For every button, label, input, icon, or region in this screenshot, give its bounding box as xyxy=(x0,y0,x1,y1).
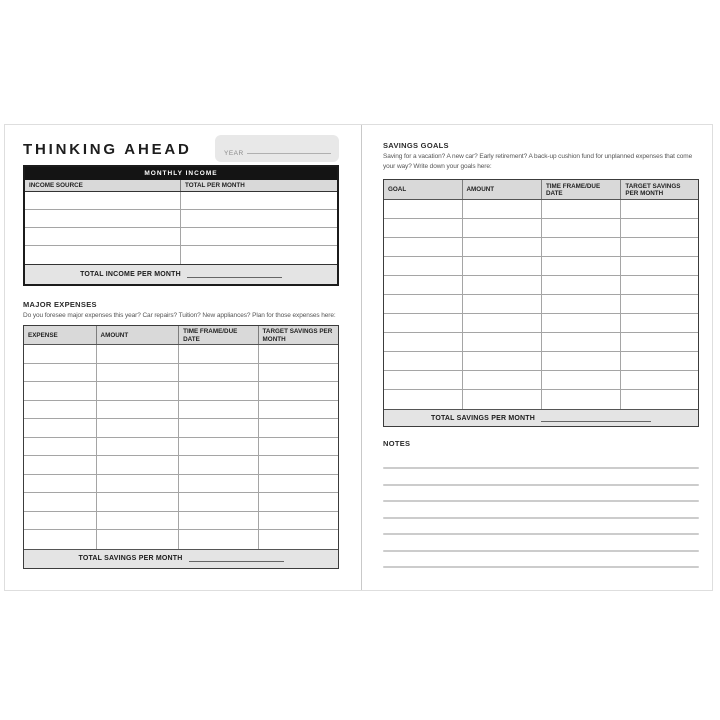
table-row[interactable] xyxy=(384,352,698,371)
table-cell[interactable] xyxy=(179,456,258,474)
monthly-income-banner: MONTHLY INCOME xyxy=(25,167,337,180)
table-row[interactable] xyxy=(25,210,337,228)
table-cell[interactable] xyxy=(621,352,698,370)
table-cell[interactable] xyxy=(542,295,621,313)
table-cell[interactable] xyxy=(621,238,698,256)
table-row[interactable] xyxy=(24,530,338,549)
goals-col-target: TARGET SAVINGS PER MONTH xyxy=(625,182,681,197)
table-cell[interactable] xyxy=(97,493,180,511)
table-cell[interactable] xyxy=(179,530,258,549)
table-row[interactable] xyxy=(384,200,698,219)
table-row[interactable] xyxy=(384,257,698,276)
table-cell[interactable] xyxy=(97,345,180,363)
goals-total-row xyxy=(384,409,698,426)
table-cell[interactable] xyxy=(542,390,621,409)
major-expenses-table xyxy=(23,325,339,569)
table-cell[interactable] xyxy=(259,512,338,530)
table-cell[interactable] xyxy=(621,390,698,409)
table-cell[interactable] xyxy=(384,219,463,237)
expenses-total-label: TOTAL SAVINGS PER MONTH xyxy=(78,555,183,562)
table-cell[interactable] xyxy=(384,200,463,218)
table-cell[interactable] xyxy=(97,475,180,493)
table-cell[interactable] xyxy=(179,419,258,437)
table-cell[interactable] xyxy=(97,401,180,419)
table-row[interactable] xyxy=(24,512,338,531)
table-cell[interactable] xyxy=(384,314,463,332)
table-cell[interactable] xyxy=(97,364,180,382)
planner-spread xyxy=(4,124,713,591)
table-cell[interactable] xyxy=(24,382,97,400)
table-cell[interactable] xyxy=(179,438,258,456)
table-cell[interactable] xyxy=(621,219,698,237)
expenses-col-expense: EXPENSE xyxy=(24,326,97,344)
table-cell[interactable] xyxy=(179,345,258,363)
income-total-row xyxy=(25,264,337,284)
table-row[interactable] xyxy=(24,401,338,420)
income-total-fill-line[interactable] xyxy=(187,277,282,278)
table-cell[interactable] xyxy=(463,295,542,313)
table-cell[interactable] xyxy=(621,200,698,218)
notes-ruled-line[interactable] xyxy=(383,467,699,469)
table-cell[interactable] xyxy=(259,345,338,363)
expenses-table-body xyxy=(24,345,338,549)
table-cell[interactable] xyxy=(463,200,542,218)
table-cell[interactable] xyxy=(97,530,180,549)
notes-ruled-line[interactable] xyxy=(383,500,699,502)
table-cell[interactable] xyxy=(25,210,181,227)
income-col-source: INCOME SOURCE xyxy=(25,180,181,191)
table-cell[interactable] xyxy=(463,314,542,332)
year-label: YEAR xyxy=(224,150,244,157)
table-cell[interactable] xyxy=(384,238,463,256)
goals-col-goal: GOAL xyxy=(384,180,463,199)
income-table-header xyxy=(25,180,337,192)
goals-total-fill-line[interactable] xyxy=(541,421,651,422)
table-cell[interactable] xyxy=(179,475,258,493)
major-expenses-subtitle: Do you foresee major expenses this year? Car repairs? Tuition? New appliances? Plan for those expenses here: xyxy=(23,312,336,319)
table-cell[interactable] xyxy=(179,382,258,400)
page-title: THINKING AHEAD xyxy=(23,141,192,158)
table-cell[interactable] xyxy=(384,352,463,370)
table-cell[interactable] xyxy=(542,352,621,370)
table-cell[interactable] xyxy=(259,419,338,437)
table-cell[interactable] xyxy=(463,333,542,351)
expenses-col-target: TARGET SAVINGS PER MONTH xyxy=(262,328,333,343)
table-row[interactable] xyxy=(25,192,337,210)
income-col-total: TOTAL PER MONTH xyxy=(185,182,245,190)
notes-heading: NOTES xyxy=(383,439,411,448)
table-cell[interactable] xyxy=(463,371,542,389)
table-cell[interactable] xyxy=(542,200,621,218)
table-cell[interactable] xyxy=(621,371,698,389)
table-row[interactable] xyxy=(384,295,698,314)
expenses-col-timeframe: TIME FRAME/DUE DATE xyxy=(179,326,258,344)
table-cell[interactable] xyxy=(179,493,258,511)
table-cell[interactable] xyxy=(621,333,698,351)
table-cell[interactable] xyxy=(24,530,97,549)
table-cell[interactable] xyxy=(97,382,180,400)
table-cell[interactable] xyxy=(259,364,338,382)
income-total-label: TOTAL INCOME PER MONTH xyxy=(80,271,181,278)
table-cell[interactable] xyxy=(24,401,97,419)
table-cell[interactable] xyxy=(179,512,258,530)
table-cell[interactable] xyxy=(542,314,621,332)
year-field[interactable] xyxy=(215,135,339,162)
goals-table-body xyxy=(384,200,698,409)
table-cell[interactable] xyxy=(24,364,97,382)
table-cell[interactable] xyxy=(384,295,463,313)
table-cell[interactable] xyxy=(24,493,97,511)
savings-goals-table xyxy=(383,179,699,427)
expenses-table-header xyxy=(24,326,338,345)
table-cell[interactable] xyxy=(259,382,338,400)
table-cell[interactable] xyxy=(384,276,463,294)
table-cell[interactable] xyxy=(259,530,338,549)
notes-ruled-line[interactable] xyxy=(383,566,699,568)
table-row[interactable] xyxy=(384,219,698,238)
table-cell[interactable] xyxy=(181,228,337,245)
table-cell[interactable] xyxy=(24,512,97,530)
savings-goals-heading: SAVINGS GOALS xyxy=(383,141,449,150)
major-expenses-heading: MAJOR EXPENSES xyxy=(23,300,97,309)
left-page xyxy=(23,125,339,590)
table-row[interactable] xyxy=(384,314,698,333)
table-cell[interactable] xyxy=(24,345,97,363)
table-cell[interactable] xyxy=(542,276,621,294)
table-cell[interactable] xyxy=(542,371,621,389)
expenses-total-row xyxy=(24,549,338,568)
table-cell[interactable] xyxy=(25,246,181,264)
notes-ruled-line[interactable] xyxy=(383,550,699,552)
goals-table-header xyxy=(384,180,698,200)
table-row[interactable] xyxy=(384,276,698,295)
table-cell[interactable] xyxy=(181,192,337,209)
table-cell[interactable] xyxy=(24,419,97,437)
table-cell[interactable] xyxy=(542,257,621,275)
table-cell[interactable] xyxy=(621,314,698,332)
notes-ruled-line[interactable] xyxy=(383,517,699,519)
table-cell[interactable] xyxy=(24,456,97,474)
table-cell[interactable] xyxy=(463,276,542,294)
table-cell[interactable] xyxy=(24,438,97,456)
table-cell[interactable] xyxy=(259,438,338,456)
table-cell[interactable] xyxy=(24,475,97,493)
income-table-body xyxy=(25,192,337,264)
table-cell[interactable] xyxy=(181,210,337,227)
notes-section xyxy=(383,461,699,568)
table-cell[interactable] xyxy=(97,512,180,530)
table-cell[interactable] xyxy=(181,246,337,264)
notes-ruled-line[interactable] xyxy=(383,533,699,535)
goals-total-label: TOTAL SAVINGS PER MONTH xyxy=(430,414,536,422)
table-row[interactable] xyxy=(24,345,338,364)
page-spine-divider xyxy=(361,125,362,590)
savings-goals-subtitle: Saving for a vacation? A new car? Early retirement? A back-up cushion fund for unplanned expenses that come your way? Write down your goals here: xyxy=(383,153,693,171)
expenses-col-amount: AMOUNT xyxy=(97,326,180,344)
year-fill-line[interactable] xyxy=(247,153,331,154)
table-cell[interactable] xyxy=(384,333,463,351)
table-row[interactable] xyxy=(24,364,338,383)
expenses-total-fill-line[interactable] xyxy=(189,561,284,562)
table-cell[interactable] xyxy=(621,257,698,275)
table-row[interactable] xyxy=(384,238,698,257)
goals-col-timeframe: TIME FRAME/DUE DATE xyxy=(542,180,621,199)
table-cell[interactable] xyxy=(259,493,338,511)
table-row[interactable] xyxy=(24,419,338,438)
table-row[interactable] xyxy=(384,371,698,390)
table-cell[interactable] xyxy=(621,295,698,313)
table-cell[interactable] xyxy=(97,456,180,474)
table-cell[interactable] xyxy=(384,390,463,409)
table-cell[interactable] xyxy=(259,475,338,493)
table-cell[interactable] xyxy=(25,192,181,209)
table-row[interactable] xyxy=(24,456,338,475)
table-cell[interactable] xyxy=(463,390,542,409)
monthly-income-table xyxy=(23,165,339,286)
notes-ruled-line[interactable] xyxy=(383,484,699,486)
table-row[interactable] xyxy=(24,493,338,512)
table-cell[interactable] xyxy=(259,456,338,474)
table-cell[interactable] xyxy=(384,371,463,389)
table-cell[interactable] xyxy=(179,401,258,419)
table-row[interactable] xyxy=(24,438,338,457)
table-cell[interactable] xyxy=(259,401,338,419)
table-cell[interactable] xyxy=(97,438,180,456)
table-cell[interactable] xyxy=(542,238,621,256)
table-cell[interactable] xyxy=(542,219,621,237)
table-cell[interactable] xyxy=(463,238,542,256)
table-cell[interactable] xyxy=(25,228,181,245)
table-row[interactable] xyxy=(25,246,337,264)
table-row[interactable] xyxy=(24,475,338,494)
goals-col-amount: AMOUNT xyxy=(463,180,542,199)
table-cell[interactable] xyxy=(463,352,542,370)
table-cell[interactable] xyxy=(384,257,463,275)
table-row[interactable] xyxy=(24,382,338,401)
table-cell[interactable] xyxy=(179,364,258,382)
table-cell[interactable] xyxy=(463,219,542,237)
table-cell[interactable] xyxy=(97,419,180,437)
table-cell[interactable] xyxy=(621,276,698,294)
right-page xyxy=(383,125,699,590)
table-row[interactable] xyxy=(384,333,698,352)
table-cell[interactable] xyxy=(542,333,621,351)
table-row[interactable] xyxy=(384,390,698,409)
table-row[interactable] xyxy=(25,228,337,246)
table-cell[interactable] xyxy=(463,257,542,275)
